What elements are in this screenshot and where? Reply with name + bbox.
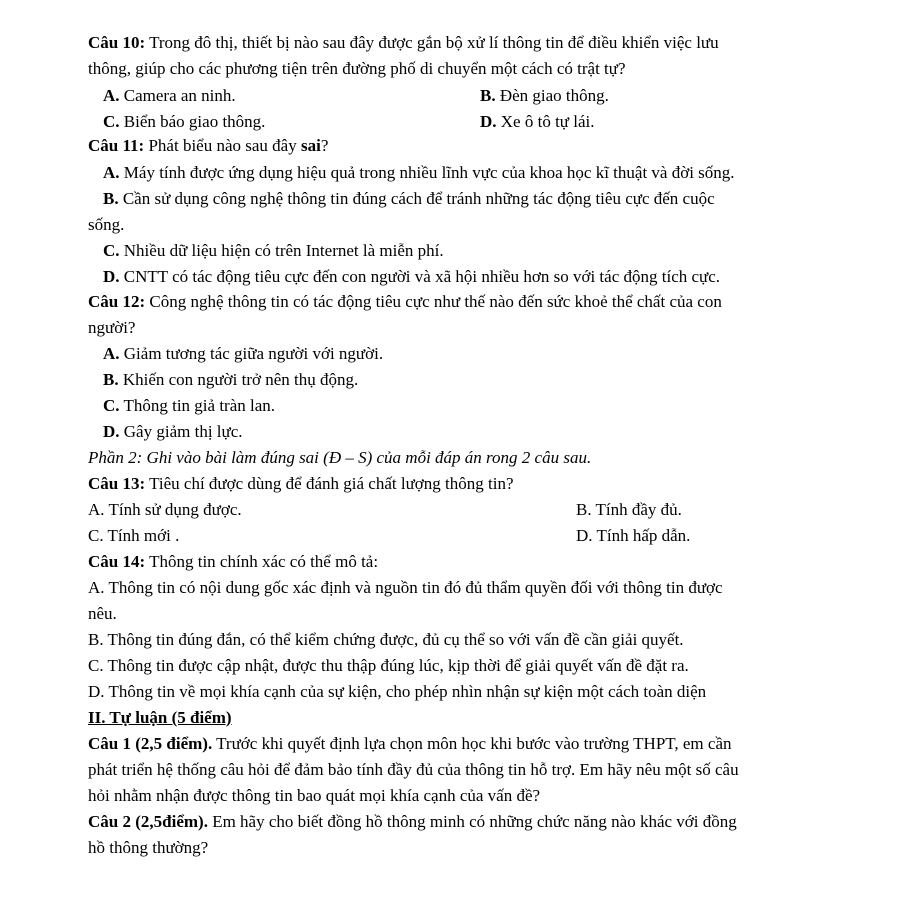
q14-option-b: B. Thông tin đúng đắn, có thể kiểm chứng được, đủ cụ thể so với vấn đề cần giải quyết. (88, 630, 684, 649)
q13-text: Tiêu chí được dùng để đánh giá chất lượng thông tin? (145, 474, 514, 493)
q11-option-b-cont: sống. (88, 215, 125, 234)
option-key: B. (103, 370, 119, 389)
option-key: A. (103, 344, 120, 363)
essay-q1-line-1 (88, 734, 732, 754)
q11-text-post: ? (320, 136, 329, 155)
q10-stem-line-2: thông, giúp cho các phương tiện trên đường phố di chuyển một cách có trật tự? (88, 59, 626, 78)
q12-text-1: Công nghệ thông tin có tác động tiêu cực như thế nào đến sức khoẻ thể chất của con (145, 292, 722, 311)
option-text: Khiến con người trở nên thụ động. (118, 370, 359, 389)
option-text: Đèn giao thông. (495, 86, 609, 105)
option-text: CNTT có tác động tiêu cực đến con người và xã hội nhiều hơn so với tác động tích cực. (119, 267, 721, 286)
q12-label: Câu 12: (88, 292, 146, 311)
option-text: Camera an ninh. (119, 86, 236, 105)
q14-label: Câu 14: (88, 552, 146, 571)
q12-stem-line-1 (88, 292, 722, 312)
q10-option-c (103, 112, 265, 132)
q10-text-1: Trong đô thị, thiết bị nào sau đây được gắn bộ xử lí thông tin để điều khiển việc lưu (145, 33, 719, 52)
option-text: Biển báo giao thông. (119, 112, 266, 131)
option-key: A. (103, 86, 120, 105)
q11-option-d (103, 267, 720, 287)
q14-option-a-cont: nêu. (88, 604, 117, 623)
q13-option-d: D. Tính hấp dẫn. (576, 526, 691, 545)
q14-option-c: C. Thông tin được cập nhật, được thu thập đúng lúc, kịp thời để giải quyết vấn đề đặt ra. (88, 656, 689, 675)
q13-option-a: A. Tính sử dụng được. (88, 500, 242, 519)
option-text: Thông tin giả tràn lan. (119, 396, 276, 415)
q13-stem (88, 474, 514, 494)
q14-option-d: D. Thông tin về mọi khía cạnh của sự kiện, cho phép nhìn nhận sự kiện một cách toàn diện (88, 682, 707, 701)
q12-option-c (103, 396, 275, 416)
option-key: C. (103, 241, 120, 260)
essay-q1-line-2: phát triển hệ thống câu hỏi để đảm bảo tính đầy đủ của thông tin hỗ trợ. Em hãy nêu một số câu (88, 760, 739, 779)
q11-option-a (103, 163, 735, 183)
q13-label: Câu 13: (88, 474, 146, 493)
option-key: B. (480, 86, 496, 105)
q13-option-c: C. Tính mới . (88, 526, 180, 545)
q14-text: Thông tin chính xác có thể mô tả: (145, 552, 379, 571)
option-text: Máy tính được ứng dụng hiệu quả trong nhiều lĩnh vực của khoa học kĩ thuật và đời sống. (119, 163, 735, 182)
q14-option-a: A. Thông tin có nội dung gốc xác định và nguồn tin đó đủ thẩm quyền đối với thông tin được (88, 578, 723, 597)
option-text: Xe ô tô tự lái. (496, 112, 595, 131)
essay-q2-line-2: hồ thông thường? (88, 838, 209, 857)
option-key: D. (480, 112, 497, 131)
essay-q2-line-1 (88, 812, 737, 832)
q11-label: Câu 11: (88, 136, 145, 155)
essay-q1-line-3: hỏi nhằm nhận được thông tin bao quát mọi khía cạnh của vấn đề? (88, 786, 541, 805)
option-key: C. (103, 396, 120, 415)
q12-stem-line-2: người? (88, 318, 136, 337)
option-key: C. (103, 112, 120, 131)
q12-option-a (103, 344, 383, 364)
q11-option-b (103, 189, 715, 209)
q14-stem (88, 552, 378, 572)
option-text: Nhiều dữ liệu hiện có trên Internet là miễn phí. (119, 241, 444, 260)
option-text: Giảm tương tác giữa người với người. (119, 344, 384, 363)
q13-option-b: B. Tính đầy đủ. (576, 500, 682, 519)
option-key: D. (103, 422, 120, 441)
q12-option-b (103, 370, 358, 390)
q11-stem (88, 136, 328, 156)
essay-heading: II. Tự luận (5 điểm) (88, 708, 232, 727)
essay-q1-label: Câu 1 (2,5 điểm). (88, 734, 213, 753)
essay-q2-label: Câu 2 (2,5điểm). (88, 812, 208, 831)
part-2-instruction: Phần 2: Ghi vào bài làm đúng sai (Đ – S) của mỗi đáp án rong 2 câu sau. (88, 448, 592, 467)
option-key: B. (103, 189, 119, 208)
q10-label: Câu 10: (88, 33, 146, 52)
option-key: A. (103, 163, 120, 182)
option-text: Cần sử dụng công nghệ thông tin đúng cách để tránh những tác động tiêu cực đến cuộc (118, 189, 715, 208)
q10-stem-line-1 (88, 33, 719, 53)
q10-option-d (480, 112, 595, 132)
essay-q2-text-1: Em hãy cho biết đồng hồ thông minh có những chức năng nào khác với đồng (207, 812, 737, 831)
q10-option-b (480, 86, 609, 106)
q11-text-emphasis: sai (300, 136, 321, 155)
option-text: Gây giảm thị lực. (119, 422, 243, 441)
option-key: D. (103, 267, 120, 286)
q11-text-pre: Phát biểu nào sau đây (144, 136, 301, 155)
q12-option-d (103, 422, 243, 442)
q11-option-c (103, 241, 444, 261)
essay-q1-text-1: Trước khi quyết định lựa chọn môn học khi bước vào trường THPT, em cần (212, 734, 732, 753)
q10-option-a (103, 86, 236, 106)
